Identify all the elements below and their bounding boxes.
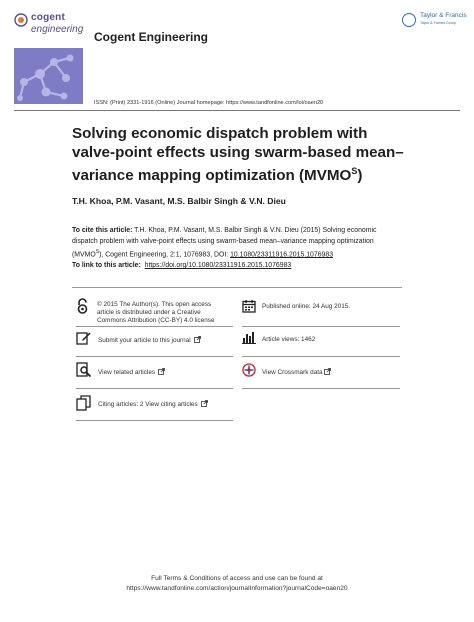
citation-doi-link[interactable]: 10.1080/23311916.2015.1076983 xyxy=(230,251,334,259)
license-line-3: Commons Attribution (CC-BY) 4.0 license xyxy=(97,317,215,324)
related-articles-link[interactable] xyxy=(98,368,165,377)
license-line-1: © 2015 The Author(s). This open access xyxy=(97,301,212,308)
brand-name: cogent xyxy=(31,12,65,23)
license-line-2: article is distributed under a Creative xyxy=(97,309,201,316)
info-divider xyxy=(76,388,233,389)
crossmark-link[interactable] xyxy=(262,368,331,377)
citation-text-part1: T.H. Khoa, P.M. Vasant, M.S. Balbir Singh & V.N. Dieu (2015) Solving economic dispatch problem with valve-point effects using swarm-based mean–variance mapping optimization (MVMO xyxy=(72,227,377,259)
journal-cover-image xyxy=(14,48,83,104)
citing-articles-icon xyxy=(76,395,92,411)
citation-block xyxy=(72,225,402,260)
article-title-main: Solving economic dispatch problem with valve-point effects using swarm-based mean–variance mapping optimization (MVMO xyxy=(72,125,404,185)
header-divider xyxy=(14,110,460,111)
citation-text-part2: ), Cogent Engineering, 2:1, 1076983, DOI: xyxy=(99,251,231,259)
molecule-graphic-icon xyxy=(14,48,83,104)
cogent-logo xyxy=(14,12,84,40)
publisher-logo xyxy=(402,12,466,34)
citing-articles-label: Citing articles: 2 View citing articles xyxy=(98,401,198,408)
section-divider xyxy=(72,287,402,288)
issn-homepage-line[interactable]: ISSN: (Print) 2331-1916 (Online) Journal homepage: https://www.tandfonline.com/loi/oaen20 xyxy=(94,100,324,106)
info-divider xyxy=(76,420,233,421)
info-divider xyxy=(242,326,400,327)
footer-terms-link[interactable]: https://www.tandfonline.com/action/journalInformation?journalCode=oaen20 xyxy=(126,585,348,592)
article-doi-link[interactable]: https://doi.org/10.1080/23311916.2015.1076983 xyxy=(144,262,292,269)
link-label: To link to this article: xyxy=(72,262,141,269)
publisher-logo-icon xyxy=(402,13,416,27)
external-link-icon xyxy=(324,368,331,375)
article-title-close: ) xyxy=(357,167,363,185)
citation-superscript: S xyxy=(95,249,100,255)
info-divider xyxy=(242,356,400,357)
submit-article-label: Submit your article to this journal xyxy=(98,337,191,344)
article-title-superscript: S xyxy=(351,166,358,176)
external-link-icon xyxy=(194,336,201,343)
link-line xyxy=(72,262,291,269)
submit-article-link[interactable] xyxy=(98,336,201,345)
citation-label: To cite this article: xyxy=(72,227,133,234)
cogent-logo-mark-icon xyxy=(14,13,28,27)
related-articles-label: View related articles xyxy=(98,369,156,376)
license-text xyxy=(97,301,237,325)
footer-terms xyxy=(0,574,474,594)
article-authors: T.H. Khoa, P.M. Vasant, M.S. Balbir Singh & V.N. Dieu xyxy=(72,196,286,206)
publisher-name: Taylor & Francis xyxy=(420,12,467,19)
submit-article-icon xyxy=(76,331,92,345)
related-articles-icon xyxy=(76,362,92,378)
article-views: Article views: 1462 xyxy=(262,336,316,343)
info-divider xyxy=(242,388,400,389)
crossmark-icon xyxy=(242,363,256,377)
publisher-group: Taylor & Francis Group xyxy=(420,21,456,25)
external-link-icon xyxy=(201,400,208,407)
citing-articles-link[interactable] xyxy=(98,400,208,409)
journal-title[interactable]: Cogent Engineering xyxy=(94,30,208,44)
footer-line-1: Full Terms & Conditions of access and use can be found at xyxy=(151,575,323,582)
external-link-icon xyxy=(158,368,165,375)
info-divider xyxy=(76,326,233,327)
article-views-chart-icon xyxy=(242,331,257,344)
brand-subname: engineering xyxy=(31,24,84,35)
crossmark-label: View Crossmark data xyxy=(262,369,323,376)
article-title xyxy=(72,124,412,185)
calendar-icon xyxy=(242,299,256,313)
info-divider xyxy=(76,356,233,357)
published-date: Published online: 24 Aug 2015. xyxy=(262,303,351,310)
open-access-lock-icon xyxy=(76,298,89,314)
